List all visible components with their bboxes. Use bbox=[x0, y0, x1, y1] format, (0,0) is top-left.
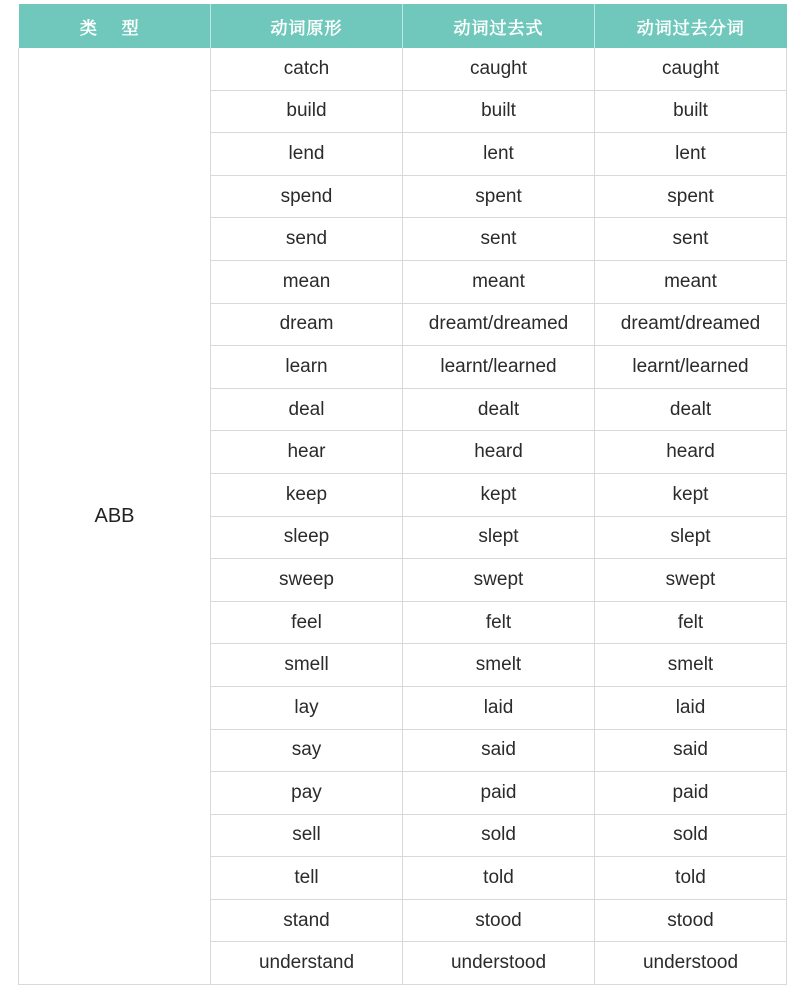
header-type: 类 型 bbox=[19, 4, 211, 48]
past-participle-cell: meant bbox=[595, 260, 787, 303]
past-tense-cell: slept bbox=[403, 516, 595, 559]
past-participle-cell: felt bbox=[595, 601, 787, 644]
base-form-cell: deal bbox=[211, 388, 403, 431]
past-tense-cell: felt bbox=[403, 601, 595, 644]
past-participle-cell: told bbox=[595, 857, 787, 900]
header-past-participle: 动词过去分词 bbox=[595, 4, 787, 48]
past-participle-cell: swept bbox=[595, 559, 787, 602]
past-participle-cell: dreamt/dreamed bbox=[595, 303, 787, 346]
past-tense-cell: meant bbox=[403, 260, 595, 303]
past-participle-cell: kept bbox=[595, 473, 787, 516]
past-tense-cell: spent bbox=[403, 175, 595, 218]
past-tense-cell: sold bbox=[403, 814, 595, 857]
past-tense-cell: caught bbox=[403, 48, 595, 90]
base-form-cell: dream bbox=[211, 303, 403, 346]
past-participle-cell: dealt bbox=[595, 388, 787, 431]
header-base-form: 动词原形 bbox=[211, 4, 403, 48]
past-tense-cell: smelt bbox=[403, 644, 595, 687]
header-row bbox=[19, 4, 787, 48]
past-participle-cell: lent bbox=[595, 133, 787, 176]
past-participle-cell: understood bbox=[595, 942, 787, 985]
base-form-cell: stand bbox=[211, 899, 403, 942]
base-form-cell: keep bbox=[211, 473, 403, 516]
past-participle-cell: laid bbox=[595, 686, 787, 729]
base-form-cell: spend bbox=[211, 175, 403, 218]
past-participle-cell: stood bbox=[595, 899, 787, 942]
past-participle-cell: said bbox=[595, 729, 787, 772]
past-tense-cell: built bbox=[403, 90, 595, 133]
base-form-cell: sell bbox=[211, 814, 403, 857]
base-form-cell: say bbox=[211, 729, 403, 772]
base-form-cell: learn bbox=[211, 346, 403, 389]
base-form-cell: tell bbox=[211, 857, 403, 900]
base-form-cell: mean bbox=[211, 260, 403, 303]
past-tense-cell: lent bbox=[403, 133, 595, 176]
base-form-cell: send bbox=[211, 218, 403, 261]
type-cell: ABB bbox=[19, 48, 211, 985]
base-form-cell: sleep bbox=[211, 516, 403, 559]
past-participle-cell: sent bbox=[595, 218, 787, 261]
irregular-verb-table bbox=[18, 4, 787, 985]
past-participle-cell: caught bbox=[595, 48, 787, 90]
past-tense-cell: dreamt/dreamed bbox=[403, 303, 595, 346]
base-form-cell: hear bbox=[211, 431, 403, 474]
base-form-cell: understand bbox=[211, 942, 403, 985]
past-tense-cell: paid bbox=[403, 772, 595, 815]
table-body bbox=[19, 48, 787, 985]
past-participle-cell: built bbox=[595, 90, 787, 133]
base-form-cell: lend bbox=[211, 133, 403, 176]
past-participle-cell: smelt bbox=[595, 644, 787, 687]
past-tense-cell: laid bbox=[403, 686, 595, 729]
past-tense-cell: stood bbox=[403, 899, 595, 942]
past-tense-cell: kept bbox=[403, 473, 595, 516]
verb-table-page bbox=[18, 4, 786, 986]
base-form-cell: smell bbox=[211, 644, 403, 687]
base-form-cell: feel bbox=[211, 601, 403, 644]
past-participle-cell: spent bbox=[595, 175, 787, 218]
past-tense-cell: understood bbox=[403, 942, 595, 985]
base-form-cell: pay bbox=[211, 772, 403, 815]
past-participle-cell: slept bbox=[595, 516, 787, 559]
past-tense-cell: swept bbox=[403, 559, 595, 602]
past-tense-cell: heard bbox=[403, 431, 595, 474]
past-participle-cell: learnt/learned bbox=[595, 346, 787, 389]
table-row bbox=[19, 48, 787, 90]
past-tense-cell: said bbox=[403, 729, 595, 772]
base-form-cell: sweep bbox=[211, 559, 403, 602]
past-participle-cell: heard bbox=[595, 431, 787, 474]
past-tense-cell: told bbox=[403, 857, 595, 900]
past-tense-cell: dealt bbox=[403, 388, 595, 431]
table-header bbox=[19, 4, 787, 48]
past-tense-cell: sent bbox=[403, 218, 595, 261]
past-tense-cell: learnt/learned bbox=[403, 346, 595, 389]
base-form-cell: catch bbox=[211, 48, 403, 90]
header-past-tense: 动词过去式 bbox=[403, 4, 595, 48]
base-form-cell: build bbox=[211, 90, 403, 133]
base-form-cell: lay bbox=[211, 686, 403, 729]
past-participle-cell: sold bbox=[595, 814, 787, 857]
past-participle-cell: paid bbox=[595, 772, 787, 815]
